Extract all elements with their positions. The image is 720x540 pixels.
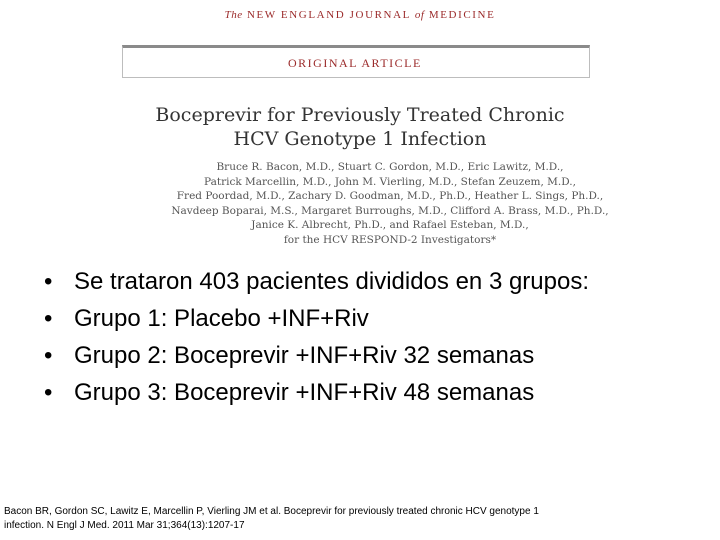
author-line: Navdeep Boparai, M.S., Margaret Burroughs, M.D., Clifford A. Brass, M.D., Ph.D., <box>171 204 609 217</box>
author-line: for the HCV RESPOND-2 Investigators* <box>283 233 497 246</box>
author-line: Bruce R. Bacon, M.D., Stuart C. Gordon, M.D., Eric Lawitz, M.D., <box>216 161 564 173</box>
masthead-of: of <box>414 9 425 21</box>
article-title-line: HCV Genotype 1 Infection <box>233 128 487 150</box>
bullet-dot-icon: • <box>44 379 53 406</box>
bullet-item <box>44 340 704 371</box>
bullet-text: Grupo 2: Boceprevir +INF+Riv 32 semanas <box>74 342 535 369</box>
bullet-text: Se trataron 403 pacientes divididos en 3 grupos: <box>74 268 590 295</box>
citation <box>4 505 644 533</box>
journal-masthead <box>0 9 720 21</box>
article-type-label: ORIGINAL ARTICLE <box>288 56 422 70</box>
masthead-part1: NEW ENGLAND JOURNAL <box>246 9 411 21</box>
author-line: Fred Poordad, M.D., Zachary D. Goodman, M.D., Ph.D., Heather L. Sings, Ph.D., <box>176 190 604 203</box>
bullet-list <box>44 266 704 408</box>
author-line: Patrick Marcellin, M.D., John M. Vierling, M.D., Stefan Zeuzem, M.D., <box>204 175 576 188</box>
bullet-text: Grupo 3: Boceprevir +INF+Riv 48 semanas <box>74 379 535 406</box>
bullet-item <box>44 377 704 408</box>
article-title-line: Boceprevir for Previously Treated Chronic <box>155 104 565 126</box>
bullet-dot-icon: • <box>44 268 53 295</box>
article-title <box>130 103 590 151</box>
bullet-item <box>44 266 704 297</box>
author-line: Janice K. Albrecht, Ph.D., and Rafael Esteban, M.D., <box>251 219 529 232</box>
masthead-the: The <box>224 9 243 21</box>
masthead-part2: MEDICINE <box>428 9 496 21</box>
citation-line: Bacon BR, Gordon SC, Lawitz E, Marcellin P, Vierling JM et al. Boceprevir for previously treated chronic HCV genotype 1 <box>4 506 539 517</box>
bullet-dot-icon: • <box>44 305 53 332</box>
bullet-text: Grupo 1: Placebo +INF+Riv <box>74 305 369 332</box>
citation-line: infection. N Engl J Med. 2011 Mar 31;364(13):1207-17 <box>4 520 245 531</box>
article-authors <box>160 160 620 248</box>
bullet-item <box>44 303 704 334</box>
bullet-dot-icon: • <box>44 342 53 369</box>
